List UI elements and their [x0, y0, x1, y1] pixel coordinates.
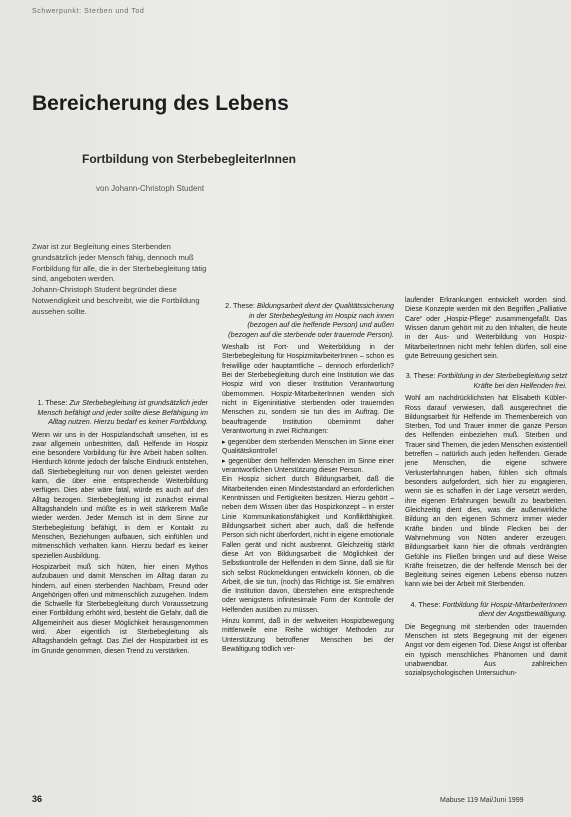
- body-paragraph: Hinzu kommt, daß in der weltweiten Hospizbewegung mittlerweile eine Reihe wichtiger Methoden zur Unterstützung betroffener Menschen bei der Bewältigung tödlich ver-: [222, 618, 394, 653]
- body-paragraph: laufender Erkrankungen entwickelt worden sind. Diese Konzepte werden mit den Begriffen „Palliative Care“ oder „Hospiz-Pflege“ zusammengefaßt. Das Wissen darum gehört mit zu den Inhalten, die heute in der Aus- und Weiterbildung von Hospiz-MitarbeiterInnen nicht mehr fehlen dürfen, soll eine gute Betreuung gesichert sein.: [405, 297, 567, 360]
- bullet-item: ▸ gegenüber dem sterbenden Menschen im Sinne einer Qualitätskontrolle!: [222, 438, 394, 457]
- intro-paragraph: Johann-Christoph Student begründet diese Notwendigkeit und beschreibt, wie die Fortbildung aussehen sollte.: [32, 285, 200, 316]
- body-paragraph: Wenn wir uns in der Hospizlandschaft umsehen, ist es zwar allgemein unbestritten, daß Helfende im Hospiz eine besondere Vorbildung für ihre Arbeit haben sollten. Hierdurch könnte jedoch der falsche Eindruck entstehen, daß Sterbebegleitung nur von denen geleistet werden kann, die über eine entsprechende Weiterbildung verfügen. Dies aber wäre fatal, würde es auch auf den Alltag bezogen. Sterbebegleitung ist zunächst einmal Alltagshandeln und müßte es in weit stärkerem Maße wieder werden. Jeder Mensch ist in dem Sinne zur Sterbebegleitung befähigt, in dem er Kontakt zu Menschen, Beziehungen aufbauen, sich einfühlen und mitmenschlich verhalten kann. Hierzu bedarf es keiner speziellen Ausbildung.: [32, 431, 208, 560]
- body-paragraph: Hospizarbeit muß sich hüten, hier einen Mythos aufzubauen und damit Menschen im Alltag daran zu hindern, auf einen sterbenden Nachbarn, Freund oder Angehörigen offen und mitmenschlich zuzugehen. Indem die Schwelle für Sterbebegleitung durch Voraussetzung einer Fortbildung erhöht wird, besteht die Gefahr, daß die Allgemeinheit aus dieser Möglichkeit herausgenommen wird. Aber eigentlich ist Sterbebegleitung als Alltagshandeln gefragt. Das Ziel der Hospizarbeit ist es im Grunde genommen, diesen Trend zu verstärken.: [32, 563, 208, 655]
- thesis-number: 1. These:: [37, 398, 68, 407]
- thesis-number: 4. These:: [410, 599, 441, 609]
- thesis-heading: [405, 371, 567, 390]
- intro-lead: [32, 242, 210, 317]
- thesis-number: 2. These:: [225, 301, 255, 310]
- page-number: 36: [32, 794, 43, 804]
- body-paragraph: Ein Hospiz sichert durch Bildungsarbeit, daß die Mitarbeitenden einen Mindeststandard an erforderlichen Kenntnissen und Fertigkeiten besitzen. Hierzu gehört – neben dem Wissen über das Hospizkonzept – in erster Linie Kommunikationsfähigkeit und Konfliktfähigkeit. Bildungsarbeit sichert aber auch, daß die helfende Person sich nicht überfordert, nicht in eigene emotionale Fallen gerät und nicht ausbrennt. Gleichzeitig stärkt diese Art von Bildungsarbeit die Möglichkeit der Selbstkontrolle der Helfenden in dem Sinne, daß sie für sich selbst Rückmeldungen entwickeln können, ob die Arbeit, die sie tun, (noch) das Richtige ist. Sie ernähren die Institution davon, überstehen eine entsprechende oder wenigstens infinitesimale Form der Kontrolle der Helfenden ausüben zu müssen.: [222, 476, 394, 614]
- author-byline: von Johann-Christoph Student: [96, 184, 205, 193]
- article-subtitle: Fortbildung von SterbebegleiterInnen: [82, 152, 297, 166]
- article-title: Bereicherung des Lebens: [32, 92, 289, 115]
- bullet-list: [222, 438, 394, 475]
- thesis-heading: [32, 398, 208, 427]
- text-column-1: [32, 398, 208, 658]
- text-column-2: [222, 301, 394, 656]
- bullet-item: ▸ gegenüber dem helfenden Menschen im Sinne einer verantwortlichen Unterstützung dieser Person.: [222, 457, 394, 476]
- intro-paragraph: Zwar ist zur Begleitung eines Sterbenden grundsätzlich jeder Mensch fähig, dennoch muß Fortbildung für alle, die in der Sterbebegleitung tätig sind, angeboten werden.: [32, 242, 207, 284]
- thesis-heading: [222, 301, 394, 339]
- thesis-text: Fortbildung für Hospiz-MitarbeiterInnen dient der Angstbewältigung.: [442, 599, 567, 619]
- issue-info: Mabuse 119 Mai/Juni 1999: [440, 797, 524, 804]
- thesis-number: 3. These:: [405, 371, 436, 381]
- thesis-text: Fortbildung in der Sterbebegleitung setzt Kräfte bei den Helfenden frei.: [437, 371, 567, 390]
- running-head: Schwerpunkt: Sterben und Tod: [32, 8, 145, 15]
- thesis-text: Zur Sterbebegleitung ist grundsätzlich jeder Mensch befähigt und jeder sollte diese Befähigung im Alltag nutzen. Hierzu bedarf es keiner Fortbildung.: [37, 398, 208, 426]
- body-paragraph: Wohl am nachdrücklichsten hat Elisabeth Kübler-Ross darauf verwiesen, daß ausgerechnet die Bildungsarbeit für Helfende im Themenbereich von Sterben, Tod und Trauer immer die ganze Person des Helfenden einbeziehen muß. Sterben und Trauer sind Themen, die jeden Menschen existentiell betreffen – natürlich auch jeden helfenden. Gerade jene Menschen, die eigene schwere Verlusterfahrungen haben, fühlen sich oftmals besonders aufgefordert, sich hier zu engagieren, wenn sie es schaffen in der Lage versetzt werden, ihre eigenen Erfahrungen bewußt zu bearbeiten. Gleichzeitig dient dies, was die außenwirkliche Bildung an den eigenen Schmerz immer wieder Kräfte binden und blinde Flecken bei der Wahrnehmung von Nöten anderer erzeugen. Bildungsarbeit kann hier die oftmals verdrängten Gefühle ins Fließen bringen und auf diese Weise Kräfte freisetzen, die der helfende Mensch bei der Begleitung seines eigenen Lebens ebenso nutzen kann wie bei der Arbeit mit Sterbenden.: [405, 395, 567, 589]
- thesis-heading: [405, 600, 567, 619]
- text-column-3: [405, 296, 567, 681]
- body-paragraph: Die Begegnung mit sterbenden oder trauernden Menschen ist stets Begegnung mit der eigenen Angst vor dem eigenen Tod. Diese Angst ist offenbar ein typisch menschliches Phänomen und damit unabwendbar. Aus zahlreichen sozialpsychologischen Untersuchun-: [405, 623, 567, 678]
- body-paragraph: Weshalb ist Fort- und Weiterbildung in der Sterbebegleitung für HospizmitarbeiterInnen – schon es freiwillige oder hauptamtliche – dennoch erforderlich? Bei der Sterbebegleitung durch eine Institution wie das Hospiz wird von dieser Institution Verantwortung übernommen. Hospiz-MitarbeiterInnen wenden sich nicht in Eigeninitiative sterbenden oder trauernden Menschen zu, sondern sie tun dies im Auftrag. Die beauftragende Institution übernimmt daher Verantwortung in zwei Richtungen:: [222, 344, 394, 435]
- thesis-text: Bildungsarbeit dient der Qualitätssicherung in der Sterbebegleitung im Hospiz nach innen (bezogen auf die helfende Person) und außen (bezogen auf die sterbende oder trauernde Person).: [228, 301, 394, 339]
